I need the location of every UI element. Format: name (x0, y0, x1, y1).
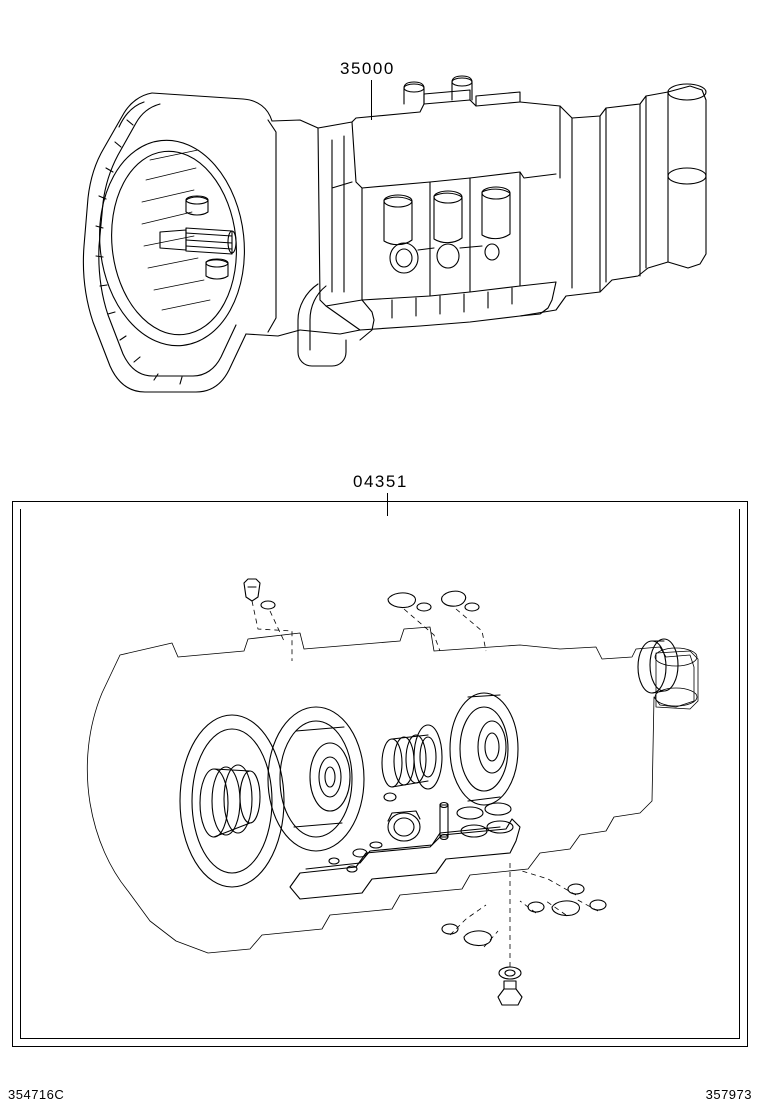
footer-code-right: 357973 (705, 1087, 752, 1102)
leader-line-35000 (371, 80, 372, 120)
gasket-kit-frame-inner (20, 509, 740, 1039)
leader-line-04351 (387, 493, 388, 516)
callout-label-35000: 35000 (340, 59, 395, 78)
footer-code-left: 354716C (8, 1087, 65, 1102)
callout-label-04351: 04351 (353, 472, 408, 491)
